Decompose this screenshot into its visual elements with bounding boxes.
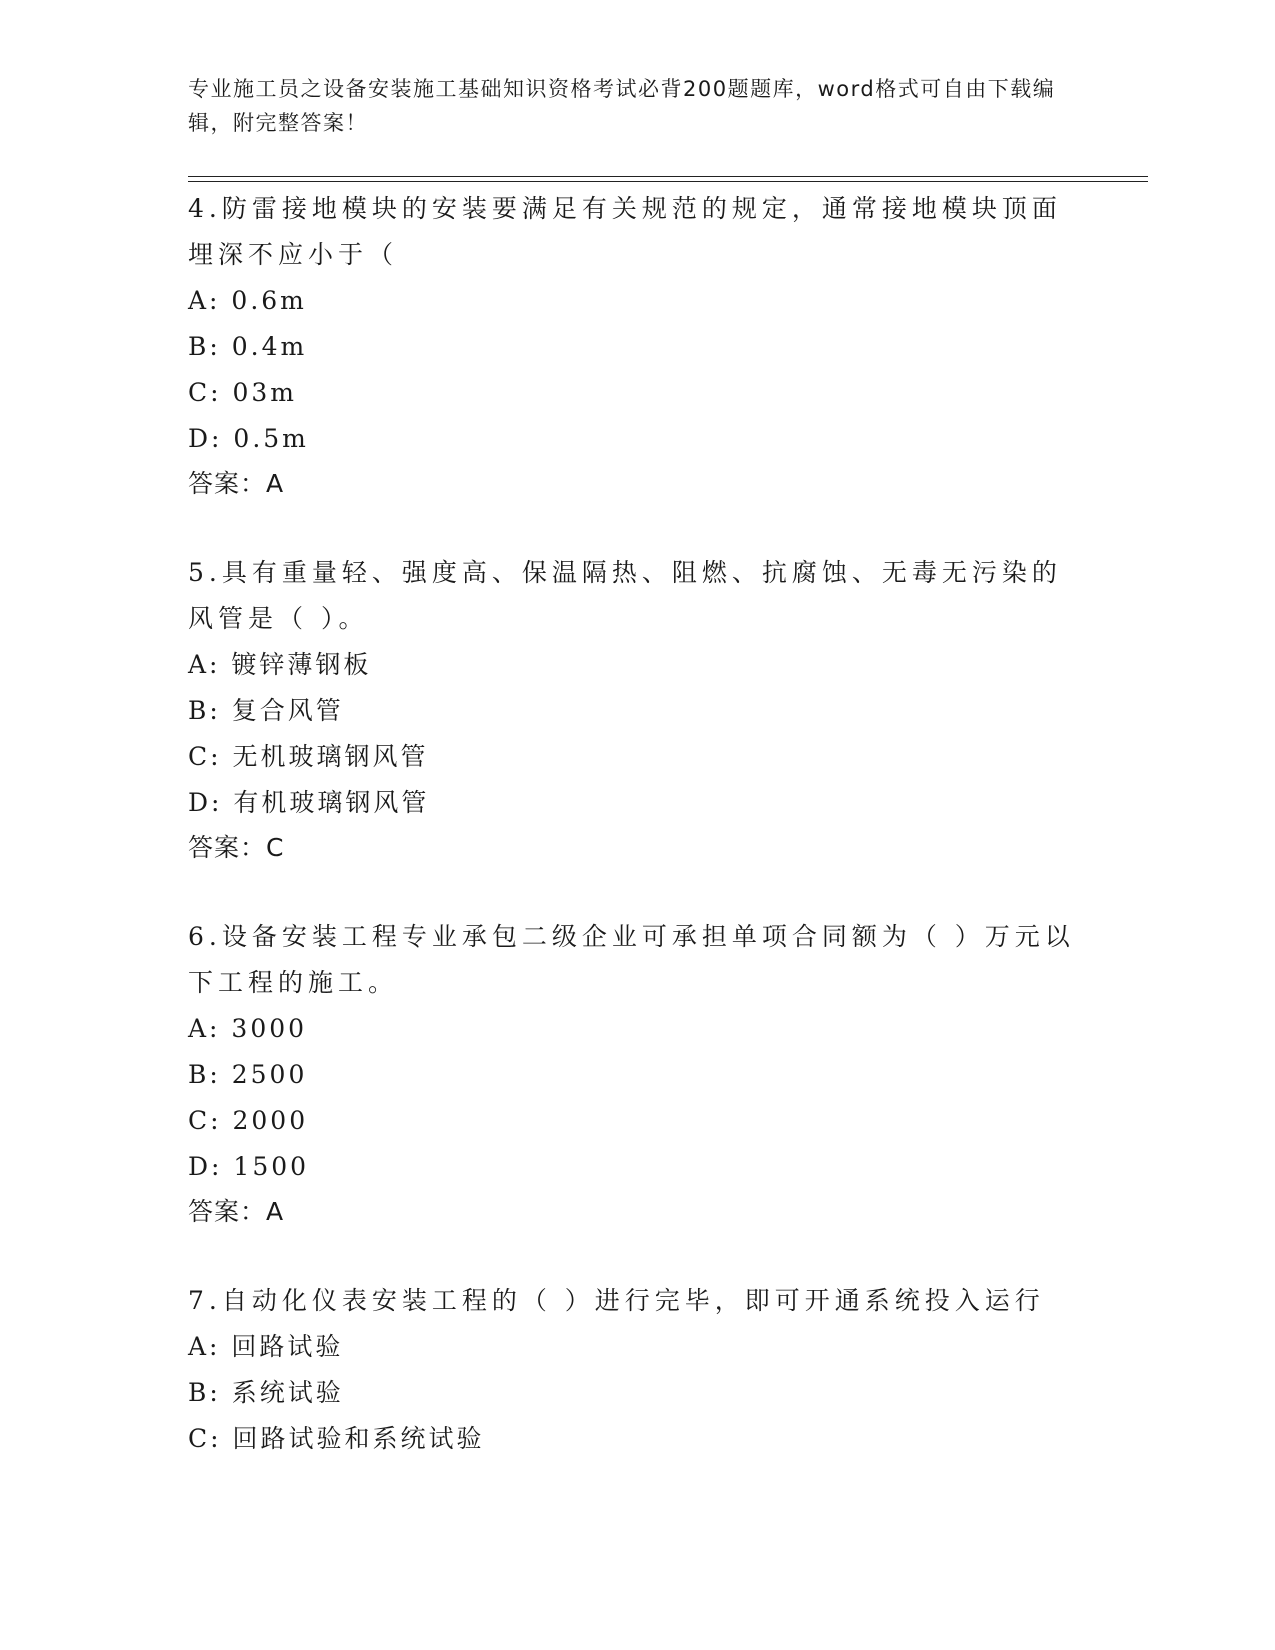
option-c: C: 无机玻璃钢风管	[188, 742, 429, 771]
option-a: A: 0.6m	[188, 286, 307, 315]
question-stem: 7.自动化仪表安装工程的（ ）进行完毕，即可开通系统投入运行	[188, 1286, 1045, 1315]
header-divider-bottom	[188, 181, 1148, 182]
option-d: D: 0.5m	[188, 424, 309, 453]
question-stem: 4.防雷接地模块的安装要满足有关规范的规定，通常接地模块顶面埋深不应小于（	[188, 194, 1062, 269]
question-stem: 6.设备安装工程专业承包二级企业可承担单项合同额为（ ）万元以下工程的施工。	[188, 922, 1075, 997]
document-header: 专业施工员之设备安装施工基础知识资格考试必背200题题库，word格式可自由下载编辑，附完整答案！	[188, 77, 1056, 135]
option-b: B: 复合风管	[188, 696, 344, 725]
option-c: C: 回路试验和系统试验	[188, 1424, 485, 1453]
option-d: D: 有机玻璃钢风管	[188, 788, 430, 817]
option-d: D: 1500	[188, 1152, 310, 1181]
option-a: A: 回路试验	[188, 1332, 344, 1361]
option-a: A: 3000	[188, 1014, 308, 1043]
question-stem: 5.具有重量轻、强度高、保温隔热、阻燃、抗腐蚀、无毒无污染的风管是（ ）。	[188, 558, 1062, 633]
question-list	[188, 186, 1088, 1506]
header-divider-top	[188, 176, 1148, 177]
option-a: A: 镀锌薄钢板	[188, 650, 372, 679]
answer: 答案：A	[188, 469, 285, 498]
question-5	[188, 550, 1088, 870]
question-7	[188, 1278, 1088, 1462]
option-b: B: 系统试验	[188, 1378, 344, 1407]
option-b: B: 0.4m	[188, 332, 308, 361]
answer: 答案：A	[188, 1197, 285, 1226]
option-c: C: 03m	[188, 378, 298, 407]
answer: 答案：C	[188, 833, 285, 862]
option-c: C: 2000	[188, 1106, 309, 1135]
question-6	[188, 914, 1088, 1234]
question-4	[188, 186, 1088, 506]
option-b: B: 2500	[188, 1060, 308, 1089]
